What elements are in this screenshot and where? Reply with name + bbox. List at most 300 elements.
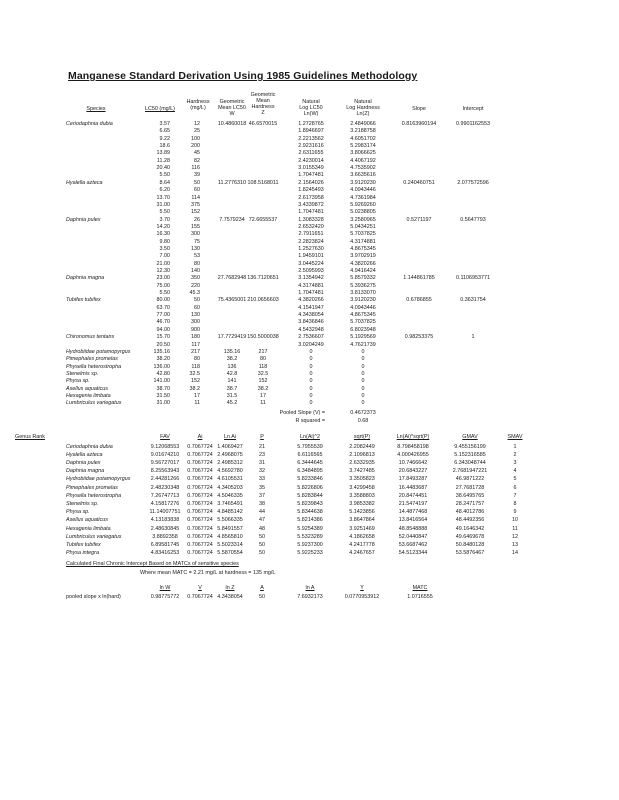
table2-species: Pimephales promelas [66,484,118,491]
ln-lc50-value: 3.0445224 [298,260,324,267]
ln-lc50-value: 1.7047481 [298,209,324,216]
table2-cell: 46.9871222 [455,476,485,483]
gmv-value: 11.2776310 [217,179,247,186]
bottom-row-value: 0.98775772 [150,594,180,601]
ln-hardness-value: 3.2580965 [350,216,376,223]
lc50-value: 20.40 [156,165,170,172]
table2-species: Hexagenia limbata [66,525,111,532]
lc50-value: 7.00 [159,253,170,260]
ln-hardness-value: 0 [361,348,365,355]
table2-species: Daphnia pulex [66,460,101,467]
gmv-value: 42.8 [226,370,238,377]
ln-hardness-value: 3.2188758 [350,128,376,135]
lc50-value: 46.70 [156,319,170,326]
table2-cell: 0.7067724 [187,501,213,508]
table2-cell: 4.1862658 [349,533,375,540]
table2-cell: 4.000426955 [397,451,429,458]
hardness-value: 25 [194,128,200,135]
header-gmv: W [229,111,235,117]
table2-cell: 50 [259,542,265,549]
table2-cell: 31 [259,460,265,467]
ln-hardness-value: 0 [361,363,365,370]
hardness-value: 80 [194,356,200,363]
table2-cell: 1 [513,443,517,450]
table2-cell: 5.8491557 [217,525,243,532]
header-slope: Slope [412,106,426,112]
bottom-row-value: 50 [259,594,265,601]
intercept-value: 2.077572596 [457,179,489,186]
ln-hardness-value: 4.6051702 [350,135,376,142]
pooled-slope-value: 0.4672373 [350,409,376,416]
table2-header: Ln(Ai)^2 [300,433,320,440]
table2-subnote: Where mean MATC = 2.21 mg/L at hardness = 135 mg/L [140,570,276,577]
ln-lc50-value: 2.7536607 [298,334,324,341]
hardness-value: 152 [191,209,200,216]
gm-hardness-value: 150.5000038 [247,334,279,341]
lc50-value: 38.20 [156,356,170,363]
hardness-value: 350 [191,275,200,282]
hardness-value: 117 [191,341,200,348]
table2-cell: 28.2471757 [455,501,485,508]
table2-cell: 0.7067724 [187,550,213,557]
table2-cell: 5.9225233 [297,550,323,557]
table2-cell: 5.1423856 [349,509,375,516]
gmv-value: 75.4365001 [217,297,247,304]
table2-header: Ln Ai [224,433,236,440]
table2-cell: 3.8647864 [349,517,375,524]
gmv-value: 45.2 [226,400,238,407]
ln-hardness-value: 0 [361,385,365,392]
header-gm-hardness: Z [261,110,265,116]
gm-hardness-value: 217 [258,348,268,355]
ln-lc50-value: 0 [309,392,313,399]
bottom-row-value: 0.7067724 [187,594,213,601]
table2-cell: 8.798458198 [397,443,429,450]
ln-hardness-value: 0 [361,356,365,363]
intercept-value: 0.9901162553 [455,121,491,127]
table2-cell: 5.8226806 [297,484,323,491]
table2-cell: 0.7067724 [187,542,213,549]
lc50-value: 5.50 [159,172,170,179]
bottom-header: ln A [305,585,315,592]
ln-hardness-value: 4.0943446 [350,304,376,311]
lc50-value: 31.00 [156,400,170,407]
lc50-value: 21.00 [156,260,170,267]
table2-cell: 5.8283844 [297,492,323,499]
table2-cell: 13.8416564 [398,517,428,524]
table2-cell: 5.8233846 [297,476,323,483]
table2-cell: 14 [512,550,518,557]
table2-cell: 0.7067724 [187,517,213,524]
ln-lc50-value: 0 [309,385,313,392]
header-gm-hardness: Mean [256,98,270,104]
ln-lc50-value: 2.6311655 [298,150,324,157]
table2-cell: 4.83416253 [150,550,180,557]
table2-cell: 13 [512,542,518,549]
ln-lc50-value: 4.5432948 [298,326,324,333]
bottom-row-value: 0.0770953912 [344,594,380,601]
table2-cell: 5.5323289 [297,533,323,540]
table2-cell: 53.6687462 [398,542,428,549]
lc50-value: 63.70 [156,304,170,311]
ln-lc50-value: 2.7911651 [298,231,324,238]
ln-lc50-value: 2.6173958 [298,194,324,201]
table2-cell: 1.4069427 [217,443,243,450]
hardness-value: 75 [194,238,200,245]
table2-cell: 5.7955539 [297,443,323,450]
lc50-value: 31.00 [156,201,170,208]
ln-lc50-value: 0 [309,356,313,363]
table2-cell: 0.7067724 [187,460,213,467]
ln-lc50-value: 1.7047481 [298,290,324,297]
hardness-value: 152 [191,378,200,385]
table2-cell: 2 [513,451,517,458]
hardness-value: 114 [191,194,200,201]
bottom-header: ln Z [225,585,235,592]
hardness-value: 130 [191,312,200,319]
table2-header: GMAV [462,433,478,440]
hardness-value: 50 [194,179,200,186]
table2-cell: 11.14007751 [149,509,181,516]
species-name: Stenelmis sp. [66,370,99,377]
table2-cell: 5.8239843 [297,501,323,508]
gmv-value: 10.4860018 [217,121,247,127]
table2-cell: 32 [259,468,265,475]
table2-header: Genus Rank [15,433,45,440]
ln-hardness-value: 5.8579332 [350,275,376,282]
lc50-value: 3.50 [159,245,170,252]
ln-hardness-value: 2.4849066 [350,121,376,127]
gm-hardness-value: 118 [258,363,268,370]
ln-hardness-value: 3.8133070 [350,290,376,297]
table2-cell: 3.9853382 [349,501,375,508]
hardness-value: 130 [191,245,200,252]
table2-cell: 50 [259,550,265,557]
lc50-value: 38.70 [156,385,170,392]
ln-lc50-value: 1.2527630 [298,245,324,252]
ln-lc50-value: 2.1564026 [298,179,324,186]
table2-species: Hyalella azteca [66,451,103,458]
table2-cell: 9 [513,509,517,516]
gm-hardness-value: 38.2 [257,385,269,392]
ln-lc50-value: 1.8245493 [298,187,324,194]
lc50-value: 16.30 [156,231,170,238]
ln-hardness-value: 5.0434251 [350,223,376,230]
hardness-value: 39 [194,172,200,179]
ln-hardness-value: 5.9269260 [350,201,376,208]
table2-cell: 9.01674210 [150,451,180,458]
table2-cell: 3.8892358 [152,533,178,540]
table2-cell: 44 [259,509,265,516]
table2-species: Ceriodaphnia dubia [66,443,113,450]
table2-cell: 2.4985312 [217,460,243,467]
table2-cell: 48.4492356 [455,517,485,524]
table2-cell: 47 [259,517,265,524]
table2-cell: 5.9237300 [297,542,323,549]
header-nat-log-hardness: Ln(Z) [356,111,370,117]
table2-cell: 2.7681947221 [452,468,488,475]
hardness-value: 155 [191,223,200,230]
ln-hardness-value: 0 [361,400,365,407]
table2-header: FAV [160,433,170,440]
hardness-value: 53 [194,253,200,260]
table2-cell: 21 [259,443,265,450]
table2-note: Calculated Final Chronic Intercept Based on MATCs of sensitive species [66,561,239,568]
gmv-value: 135.16 [223,348,241,355]
hardness-value: 60 [194,304,200,311]
hardness-value: 80 [194,260,200,267]
hardness-value: 12 [194,121,200,127]
slope-value: 0.240460751 [403,179,435,186]
lc50-value: 135.16 [153,348,170,355]
table2-species: Hydrobiidae potamopyrgus [66,476,131,483]
ln-hardness-value: 4.7621739 [350,341,376,348]
ln-lc50-value: 4.3820266 [298,297,324,304]
lc50-value: 5.50 [159,209,170,216]
ln-hardness-value: 3.9120230 [350,297,376,304]
table2-cell: 2.44281266 [150,476,180,483]
lc50-value: 20.50 [156,341,170,348]
table2-cell: 2.48630845 [150,525,180,532]
header-nat-log-hardness: Log Hardness [346,105,380,111]
slope-value: 0.98253375 [404,334,434,341]
ln-hardness-value: 5.1929569 [350,334,376,341]
hardness-value: 45 [194,150,200,157]
ln-hardness-value: 4.4067192 [350,157,376,164]
ln-lc50-value: 3.0204249 [298,341,324,348]
ln-lc50-value: 2.5095993 [298,268,324,274]
lc50-value: 8.64 [159,179,170,186]
ln-hardness-value: 3.6635616 [350,172,376,179]
header-lc50: LC50 (mg/L) [145,106,175,112]
table2-cell: 4.5046335 [217,492,243,499]
table2-cell: 0.7067724 [187,451,213,458]
bottom-header: ln W [159,585,171,592]
lc50-value: 3.57 [159,121,170,127]
table2-cell: 4.6105531 [217,476,243,483]
hardness-value: 32.5 [189,370,200,377]
lc50-value: 13.89 [156,150,170,157]
lc50-value: 75.00 [156,282,170,289]
ln-lc50-value: 1.9459101 [298,253,324,260]
ln-lc50-value: 3.8436846 [298,319,324,326]
ln-lc50-value: 2.2213562 [298,135,324,142]
ln-hardness-value: 5.7037825 [350,231,376,238]
table2-species: Lumbriculus variegatus [66,533,122,540]
table2-cell: 4.13183838 [150,517,180,524]
table2-cell: 38 [259,501,265,508]
bottom-row-label: pooled slope x ln(hard) [66,594,121,601]
gm-hardness-value: 108.5168011 [247,179,279,186]
pooled-slope-label: Pooled Slope (V) = [279,409,325,416]
table2-cell: 5.152316585 [454,451,486,458]
header-hardness: Hardness [186,99,210,105]
header-nat-log-lc50: Log LC50 [299,105,323,111]
header-nat-log-hardness: Natural [354,99,372,105]
table2-cell: 5.8214386 [297,517,323,524]
table2-cell: 4.5692780 [217,468,243,475]
species-name: Pimephales promelas [66,356,118,363]
bottom-row-value: 4.3438054 [217,594,243,601]
species-name: Hydrobiidae potamopyrgus [66,348,131,355]
table2-cell: 3.7465491 [217,501,243,508]
hardness-value: 180 [191,334,200,341]
table2-cell: 3.7427485 [349,468,375,475]
species-name: Physella heterostropha [66,363,122,370]
ln-hardness-value: 4.9416424 [350,268,376,274]
table2-cell: 20.8474451 [398,492,428,499]
table2-cell: 7 [513,492,517,499]
species-name: Tubifex tubifex [66,297,101,304]
gm-hardness-value: 46.6570015 [248,121,278,127]
hardness-value: 17 [194,392,200,399]
gmv-value: 38.7 [226,385,238,392]
table2-header: SMAV [507,433,523,440]
header-nat-log-lc50: Ln(W) [303,111,319,117]
table2-cell: 50.8480128 [455,542,485,549]
hardness-value: 100 [191,135,200,142]
hardness-value: 200 [191,143,200,150]
header-species: Species [86,106,106,112]
table2-cell: 0.7067724 [187,484,213,491]
table2-cell: 2.4968075 [217,451,243,458]
hardness-value: 217 [191,348,200,355]
lc50-value: 6.65 [159,128,170,135]
table2-cell: 2.1096813 [349,451,375,458]
ln-lc50-value: 2.4230014 [298,157,324,164]
table2-cell: 33 [259,476,265,483]
table2-cell: 52.0440847 [398,533,428,540]
table2-header: P [260,433,264,440]
ln-lc50-value: 4.3438054 [298,312,324,319]
table2-cell: 5.5066335 [217,517,243,524]
table2-cell: 9.455156199 [454,443,486,450]
hardness-value: 116 [191,165,200,172]
table2-cell: 0.7067724 [187,492,213,499]
lc50-value: 23.00 [156,275,170,282]
table2-species: Physella heterostropha [66,492,122,499]
species-name: Asellus aquaticus [66,385,108,392]
ln-lc50-value: 3.4339872 [298,201,324,208]
gm-hardness-value: 11 [260,400,266,407]
table2-cell: 20.6843227 [398,468,428,475]
table2-cell: 8 [513,501,517,508]
ln-lc50-value: 3.1354942 [298,275,324,282]
gm-hardness-value: 32.5 [257,370,269,377]
table2-header: Ai [197,433,203,440]
intercept-value: 0.5647793 [460,216,486,223]
gm-hardness-value: 72.6655537 [248,216,278,223]
slope-value: 0.6786855 [406,297,432,304]
table2-cell: 11 [512,525,518,532]
ln-lc50-value: 0 [309,363,313,370]
table2-cell: 14.4877468 [398,509,428,516]
lc50-value: 141.00 [153,378,170,385]
table2-cell: 5.5023314 [217,542,243,549]
lc50-value: 9.80 [159,238,170,245]
gmv-value: 7.7579234 [219,216,245,223]
table2-cell: 6.3444645 [297,460,323,467]
table2-cell: 6.6116565 [297,451,323,458]
table2-species: Asellus aquaticus [66,517,108,524]
intercept-value: 1 [471,334,475,341]
lc50-value: 9.22 [159,135,170,142]
ln-lc50-value: 4.3174881 [298,282,324,289]
table2-cell: 16.4483687 [398,484,428,491]
table2-cell: 9.12068553 [150,443,180,450]
ln-hardness-value: 4.7535902 [350,165,376,172]
table2-species: Physa integra [66,550,99,557]
table2-cell: 35 [259,484,265,491]
table2-species: Stenelmis sp. [66,501,99,508]
hardness-value: 38.2 [189,385,200,392]
slope-value: 0.5271197 [406,216,432,223]
ln-lc50-value: 2.9231616 [298,143,324,150]
table2-cell: 17.8493287 [398,476,428,483]
lc50-value: 11.28 [156,157,170,164]
table2-cell: 4 [513,468,517,475]
lc50-value: 136.00 [153,363,170,370]
species-name: Chironomus tentans [66,334,115,341]
lc50-value: 15.70 [156,334,170,341]
table2-cell: 6.3484895 [297,468,323,475]
lc50-value: 12.30 [156,268,170,274]
lc50-value: 13.70 [156,194,170,201]
ln-lc50-value: 1.8946697 [298,128,324,135]
ln-hardness-value: 5.7037825 [350,319,376,326]
header-gm-hardness: Hardness [251,104,275,110]
table2-cell: 0.7067724 [187,525,213,532]
lc50-value: 94.00 [156,326,170,333]
gm-hardness-value: 210.0656603 [247,297,279,304]
ln-hardness-value: 6.8023948 [350,326,376,333]
hardness-value: 60 [194,187,200,194]
slope-value: 1.144861785 [403,275,435,282]
hardness-value: 50 [194,297,200,304]
table2-cell: 4.8565810 [217,533,243,540]
table2-cell: 2.48230348 [150,484,180,491]
ln-lc50-value: 2.2823824 [298,238,324,245]
hardness-value: 220 [191,282,200,289]
lc50-value: 14.20 [156,223,170,230]
bottom-row-value: 7.6932173 [297,594,323,601]
table2-cell: 4.2417778 [349,542,375,549]
lc50-value: 42.80 [156,370,170,377]
table2-cell: 12 [512,533,518,540]
ln-hardness-value: 3.9702919 [350,253,376,260]
table2-cell: 8.25563943 [150,468,180,475]
table2-cell: 5.5870554 [217,550,243,557]
species-name: Ceriodaphnia dubia [66,121,113,127]
table2-cell: 3.4299458 [349,484,375,491]
gm-hardness-value: 136.7120651 [247,275,279,282]
species-name: Hyalella azteca [66,179,103,186]
header-gm-hardness: Geometric [250,92,276,98]
table2-cell: 21.5474197 [398,501,428,508]
table2-cell: 3 [513,460,517,467]
lc50-value: 18.6 [159,143,170,150]
table2-cell: 7.26747713 [150,492,180,499]
lc50-value: 31.50 [156,392,170,399]
species-name: Daphnia pulex [66,216,101,223]
table2-cell: 6 [513,484,517,491]
table2-cell: 6.343048744 [454,460,486,467]
lc50-value: 77.00 [156,312,170,319]
ln-hardness-value: 5.2983174 [350,143,376,150]
header-gmv: Mean LC50 [218,105,246,111]
ln-hardness-value: 4.8675345 [350,312,376,319]
table2-header: Ln(Ai)*sqrt(P) [396,433,430,440]
